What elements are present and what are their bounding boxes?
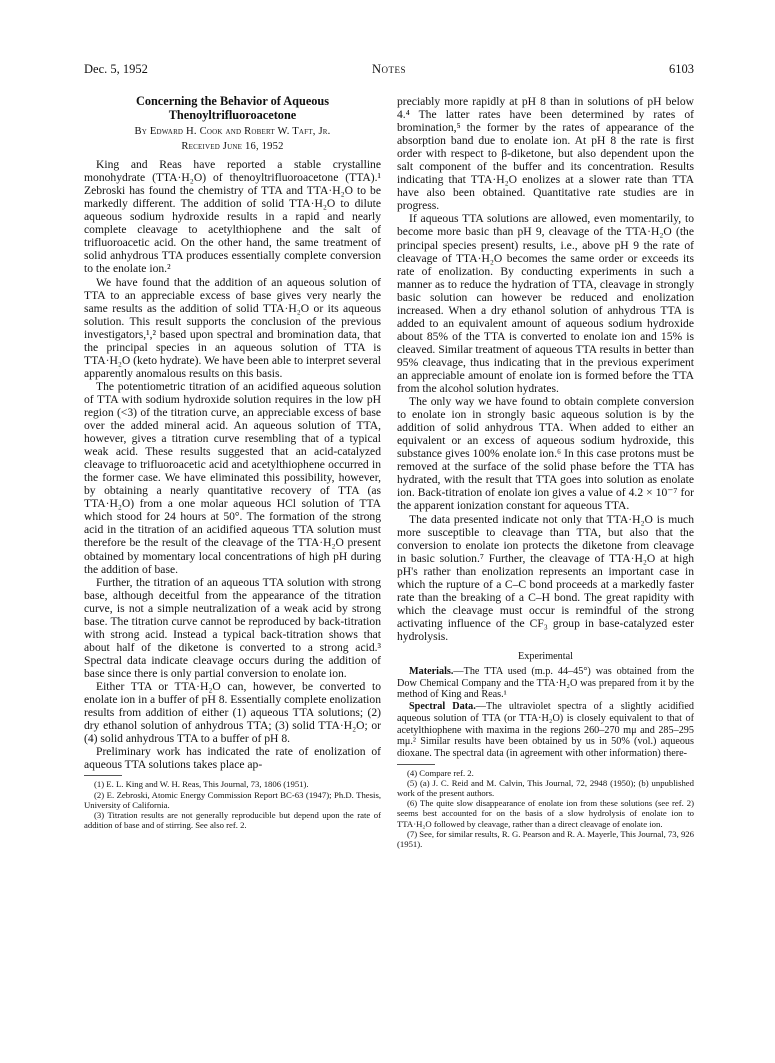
footnote: (7) See, for similar results, R. G. Pearson and R. A. Mayerle, This Journal, 73, 926 (1951).	[397, 828, 694, 850]
experimental-paragraph	[397, 701, 694, 760]
experimental-heading: Experimental	[518, 650, 573, 662]
paragraph-lead: Materials.	[409, 666, 454, 678]
paragraph-text: —The ultraviolet spectra of a slightly acidified aqueous solution of TTA (or TTA·H₂O) is closely equivalent to that of acetylthiophene with maxima in the regions 260–270 mμ and 285–295 mμ.² Similar results have been obtained by us in 50% (vol.) aqueous dioxane. The spectral data (in agreement with other information) there-	[397, 701, 694, 759]
body-paragraph: The only way we have found to obtain complete conversion to enolate ion in strongly basic aqueous solution is by the addition of solid anhydrous TTA. When added to either an equivalent or an excess of aqueous sodium hydroxide, this substance gives 100% enolate ion.⁶ In this case protons must be removed at the surface of the solid phase before the TTA has hydrated, with the result that TTA goes into solution as enolate ion. Back-titration of enolate ion gives a value of 4.2 × 10⁻⁷ for the apparent ionization constant for aqueous TTA.	[397, 395, 694, 513]
body-paragraph: King and Reas have reported a stable crystalline monohydrate (TTA·H₂O) of thenoyltrifluoroacetone (TTA).¹ Zebroski has found the chemistry of TTA and TTA·H₂O to be markedly different. The addition of solid TTA·H₂O to dilute aqueous sodium hydroxide results in a rapid and nearly complete cleavage to acetylthiophene and the salt of trifluoroacetic acid. On the other hand, the same treatment of solid anhydrous TTA produces essentially complete conversion to the enolate ion.²	[84, 158, 381, 276]
header-section: Notes	[371, 62, 407, 76]
body-paragraph: The data presented indicate not only that TTA·H₂O is much more susceptible to cleavage than TTA, but also that the conversion to enolate ion protects the diketone from cleavage in basic solution.⁷ Further, the cleavage of TTA·H₂O at high pH's rather than enolization represents an important case in which the rupture of a C–C bond proceeds at a markedly faster rate than the breaking of a C–H bond. The great rapidity with which the cleavage must occur is remindful of the strong activating influence of the CF₃ group in base-catalyzed ester hydrolysis.	[397, 512, 694, 643]
right-column	[397, 95, 694, 849]
footnote-rule	[84, 775, 122, 776]
paragraph-lead: Spectral Data.	[409, 701, 476, 713]
footnote-rule	[397, 764, 435, 765]
header-page-number: 6103	[669, 62, 694, 76]
article-title: Concerning the Behavior of Aqueous Thenoyltrifluoroacetone	[135, 94, 330, 122]
footnote: (4) Compare ref. 2.	[407, 767, 474, 778]
body-paragraph: Further, the titration of an aqueous TTA solution with strong base, although deceitful from the appearance of the titration curve, is not a simple neutralization of a weak acid by strong base. The titration curve cannot be reproduced by back-titration with strong acid. Instead a typical back-titration shows that about half of the diketone is converted to a strong acid.³ Spectral data indicate cleavage occurs during the addition of base since there is only partial conversion to enolate ion.	[84, 575, 381, 680]
body-paragraph: If aqueous TTA solutions are allowed, even momentarily, to become more basic than pH 9, cleavage of the TTA·H₂O (the principal species present) results, i.e., above pH 9 the rate of cleavage of TTA·H₂O becomes the same order or exceeds its rate of enolization. By conducting experiments in such a manner as to reduce the hydration of TTA, cleavage in strongly basic solution can however be reduced and enolization increased. When a dry ethanol solution of anhydrous TTA is added to an equivalent amount of aqueous sodium hydroxide about 85% of the TTA is converted to enolate ion and 15% is cleaved. Similar treatment of aqueous TTA results in better than 95% cleavage, thus indicating that in the previous experiment an appreciable amount of enolate ion is formed before the TTA from the alcohol solution hydrates.	[397, 212, 694, 396]
article-authors: By Edward H. Cook and Robert W. Taft, Jr.	[134, 126, 331, 137]
footnote: (1) E. L. King and W. H. Reas, This Journal, 73, 1806 (1951).	[94, 779, 309, 790]
experimental-paragraph	[397, 666, 694, 701]
running-header	[84, 62, 694, 78]
header-date: Dec. 5, 1952	[84, 62, 148, 76]
footnote: (5) (a) J. C. Reid and M. Calvin, This Journal, 72, 2948 (1950); (b) unpublished work of the present authors.	[397, 777, 694, 799]
paragraph-text: —The TTA used (m.p. 44–45°) was obtained from the Dow Chemical Company and the TTA·H₂O was prepared from it by the method of King and Reas.¹	[397, 666, 694, 701]
body-paragraph: preciably more rapidly at pH 8 than in solutions of pH below 4.⁴ The latter rates have been determined by rates of bromination,⁵ the former by the rates of appearance of the absorption band due to enolate ion. At pH 8 the rate is first order with respect to β-diketone, but also dependent upon the salt component of the buffer and its concentration. Results indicating that TTA·H₂O enolizes at a slower rate than TTA have also been obtained. Quantitative rate studies are in progress.	[397, 95, 694, 213]
received-date: Received June 16, 1952	[181, 141, 284, 153]
body-paragraph: The potentiometric titration of an acidified aqueous solution of TTA with sodium hydroxide solution requires in the low pH region (<3) of the titration curve, an appreciable excess of base over the added mineral acid. An aqueous solution of TTA, however, gives a titration curve resembling that of a typical weak acid. These results suggested that an acid-catalyzed cleavage to trifluoroacetic acid and acetylthiophene occurred in the former case. We have eliminated this possibility, however, by obtaining a nearly quantitative recovery of TTA (as TTA·H₂O) from a one molar aqueous HCl solution of TTA which stood for 24 hours at 50°. The formation of the strong acid in the titration of an acidified aqueous TTA solution must therefore be the result of the cleavage of the TTA·H₂O present obtained by momentary local concentrations of high pH during the addition of base.	[84, 379, 381, 576]
footnote: (6) The quite slow disappearance of enolate ion from these solutions (see ref. 2) seems best accounted for on the basis of a slow hydrolysis of enolate ion to TTA·H₂O followed by cleavage, rather than a direct cleavage of enolate ion.	[397, 798, 694, 829]
footnote: (2) E. Zebroski, Atomic Energy Commission Report BC-63 (1947); Ph.D. Thesis, University of California.	[84, 789, 381, 810]
footnote: (3) Titration results are not generally reproducible but depend upon the rate of addition of base and of stirring. See also ref. 2.	[84, 809, 381, 831]
left-column	[84, 95, 381, 830]
body-paragraph: We have found that the addition of an aqueous solution of TTA to an appreciable excess of base gives very nearly the same results as the addition of solid TTA·H₂O or its aqueous solution. This result supports the conclusion of the previous investigators,¹,² based upon spectral and bromination data, that the principal species in an aqueous solution of TTA is TTA·H₂O (keto hydrate). We have been able to interpret several apparently anomalous results on this basis.	[84, 275, 381, 380]
body-paragraph: Either TTA or TTA·H₂O can, however, be converted to enolate ion in a buffer of pH 8. Essentially complete enolization results from addition of either (1) aqueous TTA solutions; (2) dry ethanol solution of anhydrous TTA; (3) solid TTA·H₂O; or (4) solid anhydrous TTA to a buffer of pH 8.	[84, 679, 381, 746]
body-paragraph: Preliminary work has indicated the rate of enolization of aqueous TTA solutions takes place ap-	[84, 745, 381, 772]
